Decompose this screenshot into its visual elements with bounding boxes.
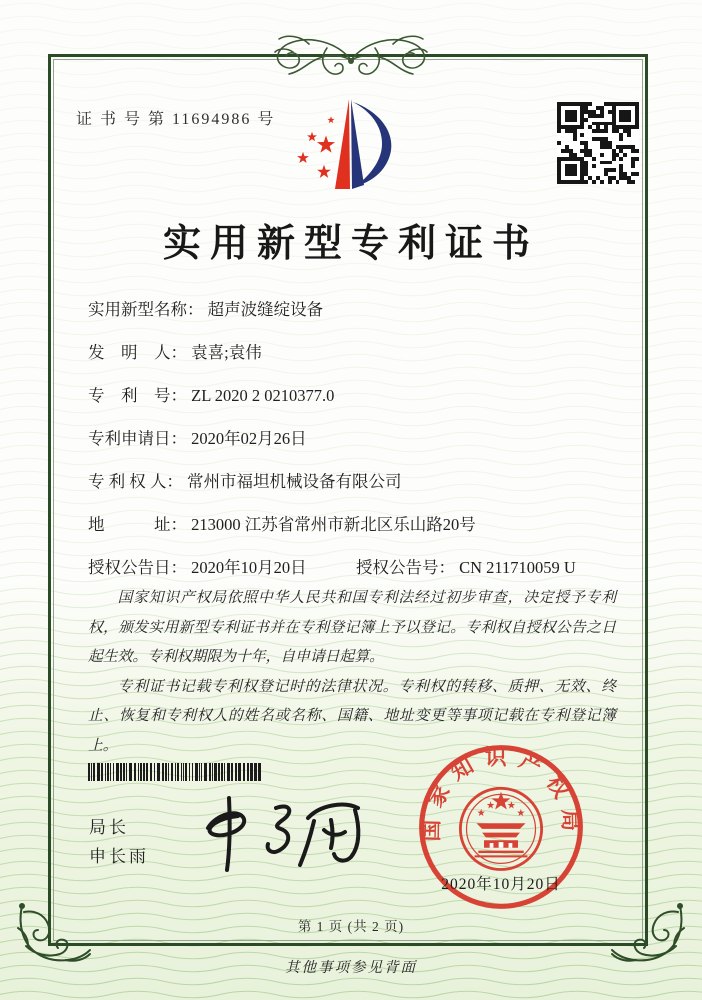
field-label: 发 明 人： xyxy=(88,343,187,362)
page-indicator: 第 1 页 (共 2 页) xyxy=(297,919,405,934)
cnipa-logo-icon xyxy=(293,92,411,198)
fields-section xyxy=(88,288,616,589)
field-label: 实用新型名称： xyxy=(88,300,204,319)
national-emblem-icon xyxy=(460,788,541,869)
seal-agency-text: 国家知识产权局 xyxy=(419,745,583,842)
back-note: 其他事项参见背面 xyxy=(285,960,417,976)
field-row-address xyxy=(88,503,616,546)
field-value: CN 211710059 U xyxy=(459,558,576,577)
top-ornament-icon xyxy=(249,30,453,80)
field-row-filing-date xyxy=(88,417,616,460)
commissioner-name: 申长雨 xyxy=(89,847,149,866)
qr-code xyxy=(557,102,639,184)
field-label: 授权公告日： xyxy=(88,558,187,577)
field-label: 专 利 权 人： xyxy=(88,472,183,491)
field-row-inventor xyxy=(88,331,616,374)
commissioner-title: 局长 xyxy=(89,818,129,837)
field-value: ZL 2020 2 0210377.0 xyxy=(191,386,335,405)
legal-text-section xyxy=(88,584,616,761)
field-value: 常州市福坦机械设备有限公司 xyxy=(187,472,402,491)
field-label: 专 利 号： xyxy=(88,386,187,405)
field-label: 授权公告号： xyxy=(356,558,455,577)
field-row-grant-date xyxy=(88,546,616,589)
field-row-patentee xyxy=(88,460,616,503)
field-value: 超声波缝绽设备 xyxy=(207,300,324,319)
shen-changyu-signature-icon xyxy=(192,788,377,876)
field-label: 专利申请日： xyxy=(88,429,187,448)
register-paragraph: 专利证书记载专利权登记时的法律状况。专利权的转移、质押、无效、终止、恢复和专利权人的姓名或名称、国籍、地址变更等事项记载在专利登记簿上。 xyxy=(88,678,616,754)
certificate-title: 实用新型专利证书 xyxy=(162,223,539,265)
field-value: 袁喜;袁伟 xyxy=(191,343,262,362)
certificate-number: 证 书 号 第 11694986 号 xyxy=(76,111,276,128)
field-label: 地 址： xyxy=(88,515,187,534)
field-row-utility-model-name xyxy=(88,288,616,331)
field-row-grant-number xyxy=(356,546,576,589)
field-value: 213000 江苏省常州市新北区乐山路20号 xyxy=(191,515,476,534)
field-value: 2020年10月20日 xyxy=(191,558,307,577)
field-value: 2020年02月26日 xyxy=(191,429,307,448)
certificate-barcode xyxy=(88,763,268,781)
seal-date: 2020年10月20日 xyxy=(441,876,561,893)
grant-paragraph: 国家知识产权局依照中华人民共和国专利法经过初步审查，决定授予专利权，颁发实用新型专利证书并在专利登记簿上予以登记。专利权自授权公告之日起生效。专利权期限为十年，自申请日起算。 xyxy=(88,590,616,665)
field-row-patent-number xyxy=(88,374,616,417)
